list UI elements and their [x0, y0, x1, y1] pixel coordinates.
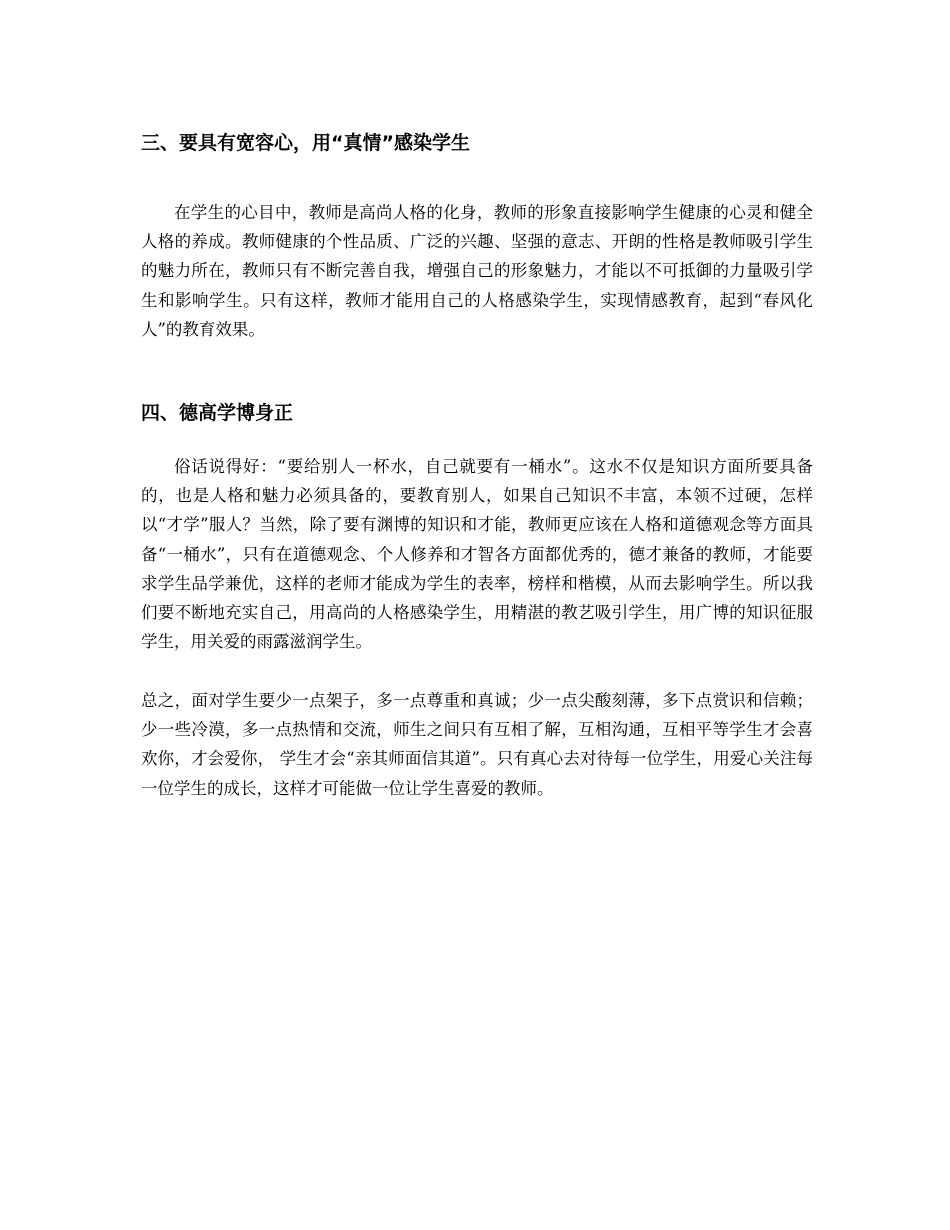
conclusion-paragraph: 总之，面对学生要少一点架子，多一点尊重和真诚；少一点尖酸刻薄，多下点赏识和信赖；少一些冷漠，多一点热情和交流，师生之间只有互相了解，互相沟通，互相平等学生才会喜欢你，才会爱你， 学生才会“亲其师面信其道”。只有真心去对待每一位学生，用爱心关注每一位学生的成长，这样才可能做一位让学生喜爱的教师。: [141, 691, 813, 798]
section-four-paragraph: 俗话说得好：“要给别人一杯水，自己就要有一桶水”。这水不仅是知识方面所要具备的，也是人格和魅力必须具备的，要教育别人，如果自己知识不丰富，本领不过硬，怎样以“才学”服人？当然，除了要有渊博的知识和才能，教师更应该在人格和道德观念等方面具备“一桶水”，只有在道德观念、个人修养和才智各方面都优秀的，德才兼备的教师，才能要求学生品学兼优，这样的老师才能成为学生的表率，榜样和楷模，从而去影响学生。所以我们要不断地充实自己，用高尚的人格感染学生，用精湛的教艺吸引学生，用广博的知识征服学生，用关爱的雨露滋润学生。: [141, 457, 813, 652]
section-heading-three: 三、要具有宽容心，用“真情”感染学生: [141, 132, 470, 154]
section-heading-four: 四、德高学博身正: [141, 402, 294, 424]
section-three-paragraph: 在学生的心目中，教师是高尚人格的化身，教师的形象直接影响学生健康的心灵和健全人格的养成。教师健康的个性品质、广泛的兴趣、坚强的意志、开朗的性格是教师吸引学生的魅力所在，教师只有不断完善自我，增强自己的形象魅力，才能以不可抵御的力量吸引学生和影响学生。只有这样，教师才能用自己的人格感染学生，实现情感教育，起到“春风化人”的教育效果。: [141, 203, 813, 339]
